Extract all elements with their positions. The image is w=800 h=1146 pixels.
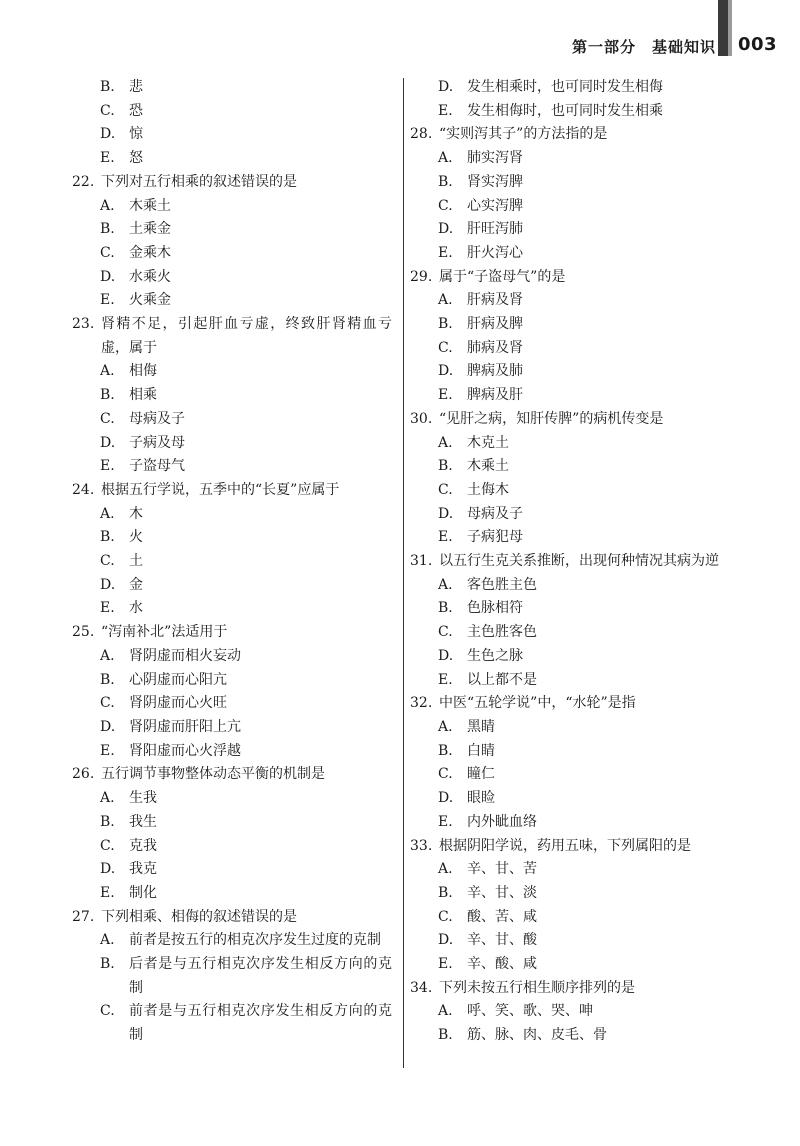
option-text: 辛、酸、咸 [467,956,537,973]
answer-option [72,266,392,290]
answer-option [410,242,730,266]
option-text: 肾阴虚而肝阳上亢 [129,718,241,735]
question-stem [72,171,392,195]
option-letter: C. [100,1003,115,1020]
answer-option [410,740,730,764]
option-letter: D. [438,363,454,380]
answer-option [410,882,730,906]
option-letter: A. [438,150,453,167]
option-letter: D. [438,790,454,807]
answer-option [72,195,392,219]
option-text: 火 [129,529,143,546]
question-text: 下列相乘、相侮的叙述错误的是 [101,908,297,925]
question-number: 22. [72,173,95,190]
right-column [410,76,730,1048]
question-text: 五行调节事物整体动态平衡的机制是 [101,766,325,783]
answer-option [410,716,730,740]
option-letter: B. [438,458,453,475]
option-text: 肾阴虚而相火妄动 [129,647,241,664]
option-letter: A. [100,932,115,949]
option-letter: C. [438,339,453,356]
answer-option [410,218,730,242]
answer-option [410,574,730,598]
option-letter: A. [438,576,453,593]
option-text: 土乘金 [129,221,171,238]
answer-option [410,384,730,408]
answer-option [410,337,730,361]
question-block [72,171,392,313]
answer-option [410,858,730,882]
answer-option [72,384,392,408]
answer-option [72,787,392,811]
option-letter: E. [100,884,115,901]
option-text: 色脉相符 [467,600,523,617]
question-text: 下列未按五行相生顺序排列的是 [439,979,635,996]
option-letter: D. [438,221,454,238]
answer-option [72,100,392,124]
header-tab-bar-shade [728,0,732,56]
option-text: 脾病及肝 [467,387,523,404]
option-letter: E. [438,387,453,404]
answer-option [410,455,730,479]
answer-option [410,526,730,550]
answer-option [72,503,392,527]
option-letter: E. [100,292,115,309]
question-text: 下列对五行相乘的叙述错误的是 [101,173,297,190]
option-text: 前者是与五行相克次序发生相反方向的克制 [129,1003,392,1044]
option-text: 木乘土 [467,458,509,475]
option-text: 辛、甘、淡 [467,884,537,901]
answer-option [410,289,730,313]
option-text: 心实泻脾 [467,197,523,214]
option-letter: E. [438,102,453,119]
option-text: 心阴虚而心阳亢 [129,671,227,688]
option-letter: A. [438,1003,453,1020]
option-text: 肺实泻肾 [467,150,523,167]
option-text: 客色胜主色 [467,576,537,593]
answer-option [72,858,392,882]
option-letter: B. [438,1027,453,1044]
option-letter: E. [100,742,115,759]
question-stem [72,763,392,787]
option-text: 制化 [129,884,157,901]
option-text: 水乘火 [129,268,171,285]
option-letter: D. [100,126,116,143]
option-text: 相乘 [129,387,157,404]
option-letter: C. [438,766,453,783]
question-text: 根据阴阳学说，药用五味，下列属阳的是 [439,837,691,854]
option-letter: C. [438,197,453,214]
answer-option [410,100,730,124]
option-text: 瞳仁 [467,766,495,783]
option-text: 辛、甘、酸 [467,932,537,949]
question-number: 30. [410,410,433,427]
question-number: 33. [410,837,433,854]
answer-option [410,669,730,693]
option-letter: B. [100,387,115,404]
option-text: 子盗母气 [129,458,185,475]
answer-option [410,811,730,835]
option-text: 肝病及肾 [467,292,523,309]
question-number: 26. [72,766,95,783]
answer-option [72,408,392,432]
option-letter: B. [100,813,115,830]
answer-option [72,76,392,100]
question-block [72,313,392,479]
answer-option [72,432,392,456]
option-text: 肝病及脾 [467,316,523,333]
option-letter: C. [100,410,115,427]
option-text: 生我 [129,790,157,807]
answer-option [410,621,730,645]
option-letter: A. [438,718,453,735]
header-tab-bar [718,0,728,56]
option-text: 辛、甘、苦 [467,861,537,878]
question-number: 23. [72,316,95,333]
option-text: 惊 [129,126,143,143]
answer-option [72,692,392,716]
option-letter: B. [100,529,115,546]
option-text: 肝火泻心 [467,244,523,261]
option-text: 肺病及肾 [467,339,523,356]
question-block [72,479,392,621]
option-text: 木 [129,505,143,522]
option-letter: B. [100,221,115,238]
answer-option [72,645,392,669]
answer-option [72,1000,392,1047]
question-number: 27. [72,908,95,925]
option-letter: D. [100,576,116,593]
answer-option [72,811,392,835]
page-number: 003 [738,34,778,55]
question-number: 25. [72,624,95,641]
option-text: 悲 [129,79,143,95]
answer-option [410,479,730,503]
option-text: 金 [129,576,143,593]
option-letter: E. [438,671,453,688]
question-stem [72,621,392,645]
question-stem [410,550,730,574]
answer-option [72,526,392,550]
question-block [72,906,392,1048]
option-text: 脾病及肺 [467,363,523,380]
option-letter: E. [438,813,453,830]
question-text: 以五行生克关系推断，出现何种情况其病为逆 [439,553,719,570]
option-letter: D. [100,861,116,878]
answer-option [410,195,730,219]
option-text: 土侮木 [467,481,509,498]
option-letter: E. [100,600,115,617]
option-text: 子病犯母 [467,529,523,546]
option-letter: C. [438,908,453,925]
question-block [72,763,392,905]
option-letter: B. [100,671,115,688]
question-block [410,123,730,265]
answer-option [410,953,730,977]
option-letter: B. [100,79,115,95]
question-text: “见肝之病，知肝传脾”的病机传变是 [439,410,664,427]
question-text: “实则泻其子”的方法指的是 [439,126,608,143]
question-block [410,408,730,550]
option-text: 相侮 [129,363,157,380]
answer-option [72,740,392,764]
option-letter: B. [100,956,115,973]
answer-option [410,645,730,669]
option-letter: B. [438,742,453,759]
answer-option [72,835,392,859]
answer-option [410,360,730,384]
answer-option [72,147,392,171]
option-letter: B. [438,884,453,901]
option-text: 主色胜客色 [467,624,537,641]
answer-option [72,218,392,242]
option-text: 金乘木 [129,244,171,261]
answer-option [410,313,730,337]
answer-option [410,76,730,100]
page-header [0,0,800,62]
option-text: 肝旺泻肺 [467,221,523,238]
section-title: 第一部分 基础知识 [572,38,717,56]
option-letter: A. [100,647,115,664]
option-text: 我生 [129,813,157,830]
option-letter: C. [100,102,115,119]
option-letter: D. [438,932,454,949]
answer-option [410,171,730,195]
option-text: 眼睑 [467,790,495,807]
option-text: 发生相侮时，也可同时发生相乘 [467,102,663,119]
option-letter: E. [100,150,115,167]
answer-option [410,432,730,456]
option-text: 我克 [129,861,157,878]
option-letter: A. [438,861,453,878]
option-letter: D. [438,79,454,95]
option-letter: C. [100,695,115,712]
option-text: 前者是按五行的相克次序发生过度的克制 [129,932,381,949]
question-stem [410,692,730,716]
question-stem [72,906,392,930]
question-number: 29. [410,268,433,285]
question-block [410,977,730,1048]
question-block [410,550,730,692]
option-letter: A. [100,505,115,522]
option-text: 木乘土 [129,197,171,214]
option-letter: A. [100,363,115,380]
answer-option [410,1000,730,1024]
column-divider [403,78,404,1068]
question-text: 属于“子盗母气”的是 [439,268,566,285]
option-text: 土 [129,553,143,570]
question-stem [72,313,392,360]
question-stem [410,977,730,1001]
option-text: 白睛 [467,742,495,759]
option-text: 木克土 [467,434,509,451]
question-block [72,621,392,763]
option-text: 酸、苦、咸 [467,908,537,925]
option-text: 黑睛 [467,718,495,735]
option-letter: C. [100,553,115,570]
option-text: 生色之脉 [467,647,523,664]
answer-option [72,716,392,740]
option-letter: A. [438,434,453,451]
option-letter: E. [438,529,453,546]
question-text: 根据五行学说，五季中的“长夏”应属于 [101,481,340,498]
question-text: 中医“五轮学说”中，“水轮”是指 [439,695,636,712]
option-text: 火乘金 [129,292,171,309]
option-text: 以上都不是 [467,671,537,688]
answer-option [72,953,392,1000]
option-letter: A. [438,292,453,309]
option-letter: A. [100,197,115,214]
option-letter: C. [438,481,453,498]
option-text: 肾实泻脾 [467,173,523,190]
option-text: 恐 [129,102,143,119]
answer-option [410,1024,730,1048]
option-text: 克我 [129,837,157,854]
option-text: 肾阴虚而心火旺 [129,695,227,712]
option-text: 呼、笑、歌、哭、呻 [467,1003,593,1020]
option-letter: E. [100,458,115,475]
option-text: 肾阳虚而心火浮越 [129,742,241,759]
option-letter: D. [438,505,454,522]
question-block [410,266,730,408]
option-letter: C. [100,244,115,261]
option-text: 子病及母 [129,434,185,451]
option-letter: C. [438,624,453,641]
option-text: 发生相乘时，也可同时发生相侮 [467,79,663,95]
answer-option [72,929,392,953]
answer-option [72,574,392,598]
left-column [72,76,392,1048]
option-text: 母病及子 [129,410,185,427]
answer-option [410,147,730,171]
question-text: 肾精不足，引起肝血亏虚，终致肝肾精血亏虚，属于 [101,316,392,356]
option-letter: A. [100,790,115,807]
question-stem [410,835,730,859]
option-letter: B. [438,173,453,190]
option-letter: B. [438,316,453,333]
answer-option [72,289,392,313]
answer-option [410,906,730,930]
option-letter: D. [100,268,116,285]
option-text: 筋、脉、肉、皮毛、骨 [467,1027,607,1044]
answer-option [410,929,730,953]
answer-option [410,787,730,811]
answer-option [72,597,392,621]
question-number: 24. [72,481,95,498]
option-text: 母病及子 [467,505,523,522]
question-stem [410,123,730,147]
option-text: 怒 [129,150,143,167]
answer-option [72,455,392,479]
option-letter: D. [100,718,116,735]
option-letter: D. [438,647,454,664]
question-number: 31. [410,553,433,570]
answer-option [72,882,392,906]
option-letter: B. [438,600,453,617]
question-text: “泻南补北”法适用于 [101,624,228,641]
question-stem [410,408,730,432]
question-block [410,692,730,834]
option-letter: E. [438,956,453,973]
question-number: 34. [410,979,433,996]
answer-option [410,597,730,621]
answer-option [72,360,392,384]
answer-option [72,669,392,693]
option-letter: E. [438,244,453,261]
question-number: 28. [410,126,433,143]
option-text: 后者是与五行相克次序发生相反方向的克制 [129,956,392,996]
answer-option [410,763,730,787]
option-text: 水 [129,600,143,617]
answer-option [72,242,392,266]
option-letter: D. [100,434,116,451]
question-stem [410,266,730,290]
option-letter: C. [100,837,115,854]
question-stem [72,479,392,503]
question-block [410,835,730,977]
question-number: 32. [410,695,433,712]
option-text: 内外眦血络 [467,813,537,830]
answer-option [410,503,730,527]
answer-option [72,550,392,574]
answer-option [72,123,392,147]
